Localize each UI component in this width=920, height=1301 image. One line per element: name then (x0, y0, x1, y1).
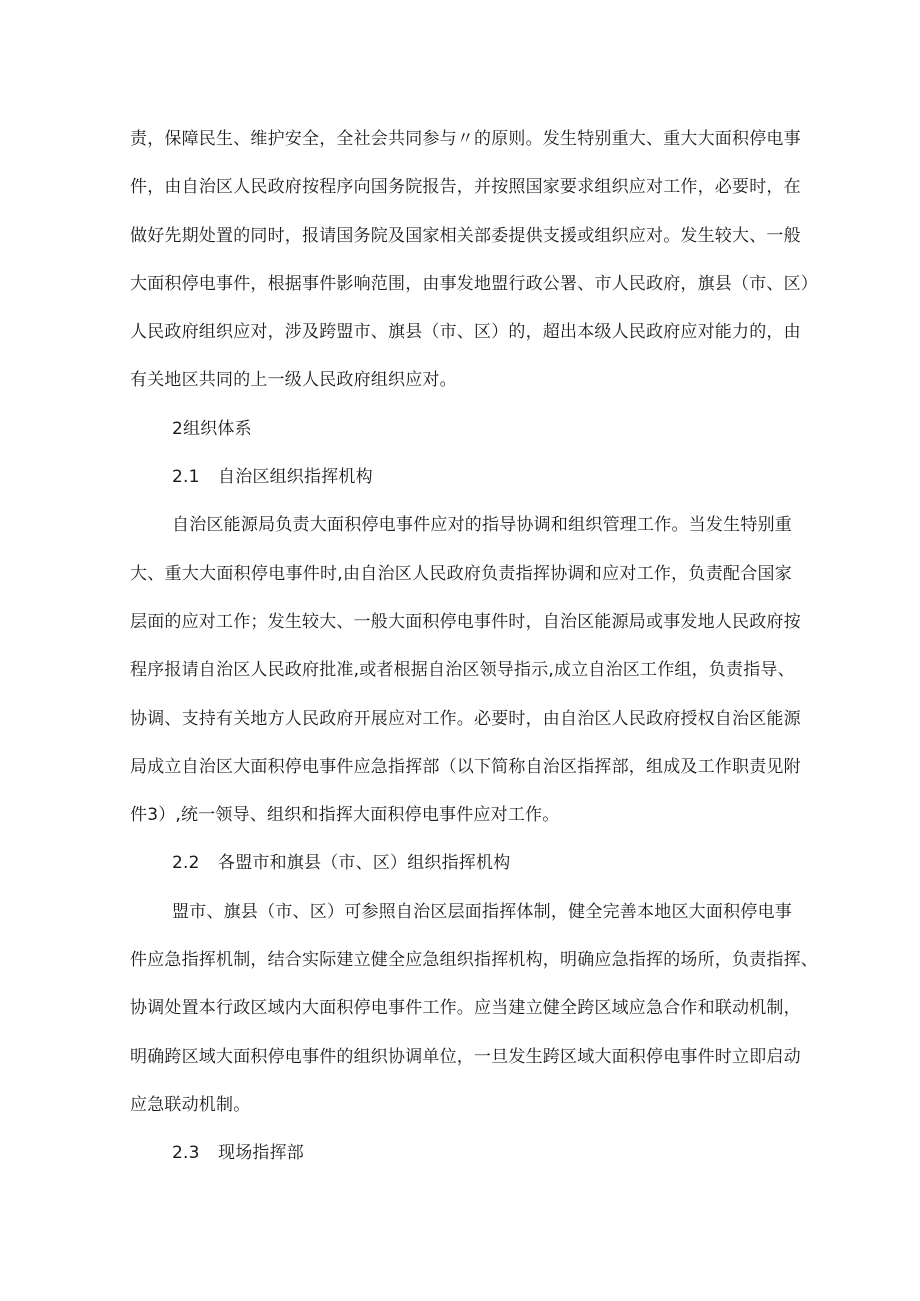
paragraph-2-1 (130, 505, 801, 843)
text-line: 责，保障民生、维护安全，全社会共同参与〃的原则。发生特别重大、重大大面积停电事 (130, 129, 801, 149)
paragraph-2-2 (130, 892, 818, 1133)
section-title: 现场指挥部 (218, 1143, 304, 1164)
text-line: 件，由自治区人民政府按程序向国务院报告，并按照国家要求组织应对工作，必要时，在 (130, 177, 801, 198)
section-number: 2.2 (172, 853, 200, 874)
text-line: 人民政府组织应对，涉及跨盟市、旗县（市、区）的，超出本级人民政府应对能力的，由 (130, 322, 801, 343)
text-line: 局成立自治区大面积停电事件应急指挥部（以下简称自治区指挥部，组成及工作职责见附 (130, 756, 801, 777)
section-number: 2.3 (172, 1143, 200, 1164)
text-line: 有关地区共同的上一级人民政府组织应对。 (130, 370, 457, 391)
text-line: 协调处置本行政区域内大面积停电事件工作。应当建立健全跨区域应急合作和联动机制， (130, 998, 801, 1019)
section-heading-2-3 (130, 1133, 792, 1181)
section-heading-2-1 (130, 457, 792, 505)
text-line: 件应急指挥机制，结合实际建立健全应急组织指挥机构，明确应急指挥的场所，负责指挥、 (130, 950, 818, 971)
text-line: 协调、支持有关地方人民政府开展应对工作。必要时，由自治区人民政府授权自治区能源 (130, 708, 801, 729)
document-page (130, 119, 818, 1182)
text-line: 应急联动机制。 (130, 1094, 251, 1115)
text-line: 自治区能源局负责大面积停电事件应对的指导协调和组织管理工作。当发生特别重 (172, 515, 792, 536)
section-number: 2.1 (172, 467, 200, 488)
text-line: 件3）,统一领导、组织和指挥大面积停电事件应对工作。 (130, 805, 560, 826)
section-title: 自治区组织指挥机构 (218, 467, 373, 488)
text-line: 大面积停电事件，根据事件影响范围，由事发地盟行政公署、市人民政府，旗县（市、区） (130, 273, 818, 294)
text-line: 盟市、旗县（市、区）可参照自治区层面指挥体制，健全完善本地区大面积停电事 (172, 901, 792, 922)
paragraph-principles (130, 119, 818, 409)
text-line: 程序报请自治区人民政府批准,或者根据自治区领导指示,成立自治区工作组，负责指导、 (130, 660, 795, 681)
section-title: 各盟市和旗县（市、区）组织指挥机构 (218, 853, 511, 874)
section-heading-2: 2组织体系 (172, 418, 252, 439)
text-line: 大、重大大面积停电事件时,由自治区人民政府负责指挥协调和应对工作，负责配合国家 (130, 563, 792, 584)
text-line: 做好先期处置的同时，报请国务院及国家相关部委提供支援或组织应对。发生较大、一般 (130, 225, 801, 246)
text-line: 明确跨区域大面积停电事件的组织协调单位，一旦发生跨区域大面积停电事件时立即启动 (130, 1046, 801, 1067)
text-line: 层面的应对工作；发生较大、一般大面积停电事件时，自治区能源局或事发地人民政府按 (130, 611, 801, 632)
section-heading-2-2 (130, 843, 792, 891)
